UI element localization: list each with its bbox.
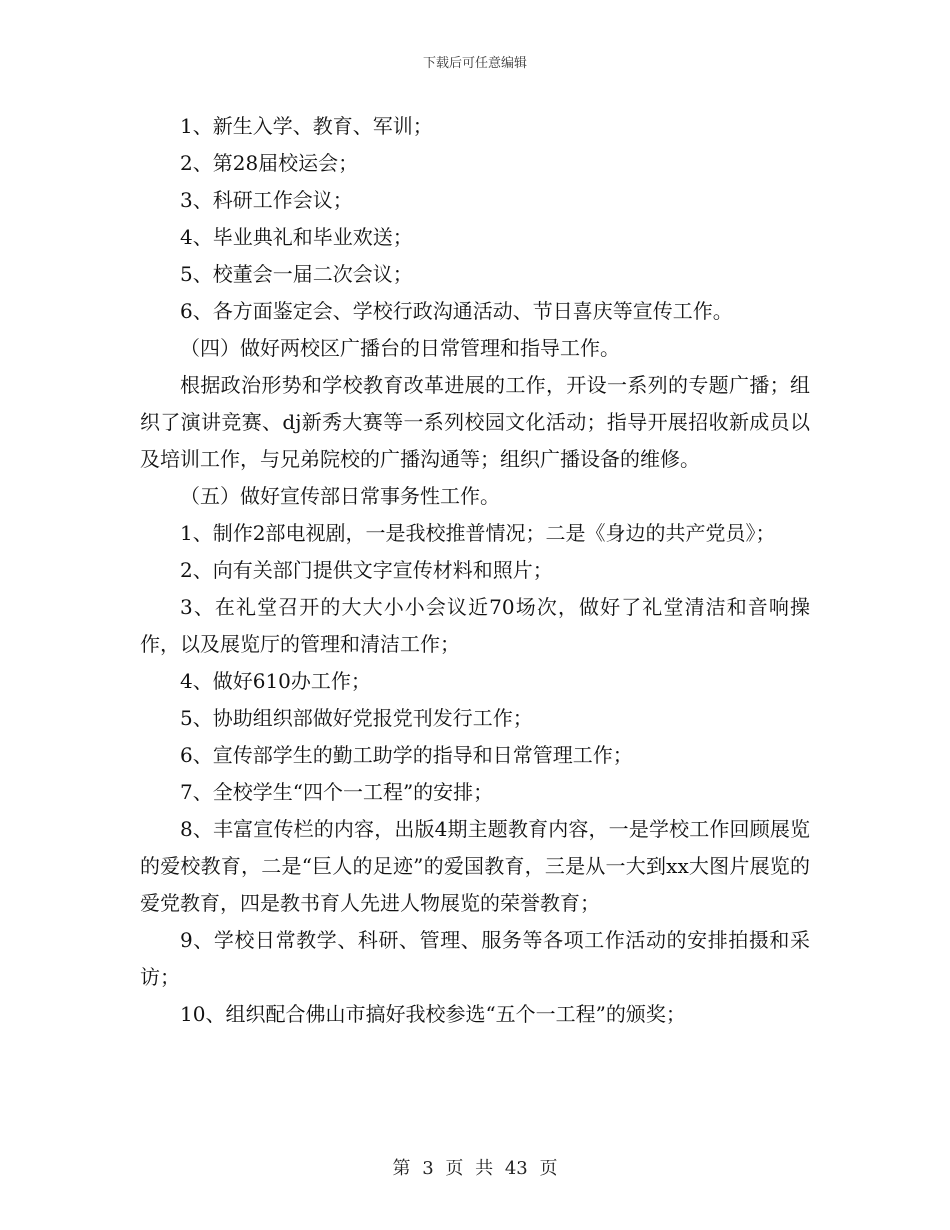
paragraph: 4、做好610办工作； [180, 669, 371, 693]
paragraph: 5、校董会一届二次会议； [180, 262, 413, 286]
document-body [140, 108, 810, 1033]
page-number-footer: 第 3 页 共 43 页 [392, 1158, 558, 1179]
paragraph: 2、第28届校运会； [180, 151, 359, 175]
paragraph: 2、向有关部门提供文字宣传材料和照片； [180, 558, 553, 582]
paragraph: 4、毕业典礼和毕业欢送； [180, 225, 413, 249]
paragraph: 5、协助组织部做好党报党刊发行工作； [180, 706, 533, 730]
paragraph: 6、各方面鉴定会、学校行政沟通活动、节日喜庆等宣传工作。 [180, 299, 733, 323]
paragraph: 7、全校学生“四个一工程”的安排； [180, 780, 494, 804]
paragraph: 6、宣传部学生的勤工助学的指导和日常管理工作； [180, 743, 633, 767]
paragraph: 9、学校日常教学、科研、管理、服务等各项工作活动的安排拍摄和采访； [140, 928, 810, 989]
section-heading: （四）做好两校区广播台的日常管理和指导工作。 [180, 336, 620, 360]
paragraph: 8、丰富宣传栏的内容，出版4期主题教育内容，一是学校工作回顾展览的爱校教育，二是“巨人的足迹”的爱国教育，三是从一大到xx大图片展览的爱党教育，四是教书育人先进人物展览的荣誉教育； [140, 817, 810, 915]
paragraph: 根据政治形势和学校教育改革进展的工作，开设一系列的专题广播；组织了演讲竞赛、dj新秀大赛等一系列校园文化活动；指导开展招收新成员以及培训工作，与兄弟院校的广播沟通等；组织广播设备的维修。 [140, 373, 810, 471]
page-header: 下载后可任意编辑 [422, 56, 527, 71]
paragraph: 1、制作2部电视剧，一是我校推普情况；二是《身边的共产党员》； [180, 521, 776, 545]
section-heading: （五）做好宣传部日常事务性工作。 [180, 484, 500, 508]
paragraph: 3、科研工作会议； [180, 188, 353, 212]
paragraph: 10、组织配合佛山市搞好我校参选“五个一工程”的颁奖； [180, 1002, 686, 1026]
paragraph: 3、在礼堂召开的大大小小会议近70场次，做好了礼堂清洁和音响操作，以及展览厅的管理和清洁工作； [140, 595, 810, 656]
paragraph: 1、新生入学、教育、军训； [180, 114, 433, 138]
